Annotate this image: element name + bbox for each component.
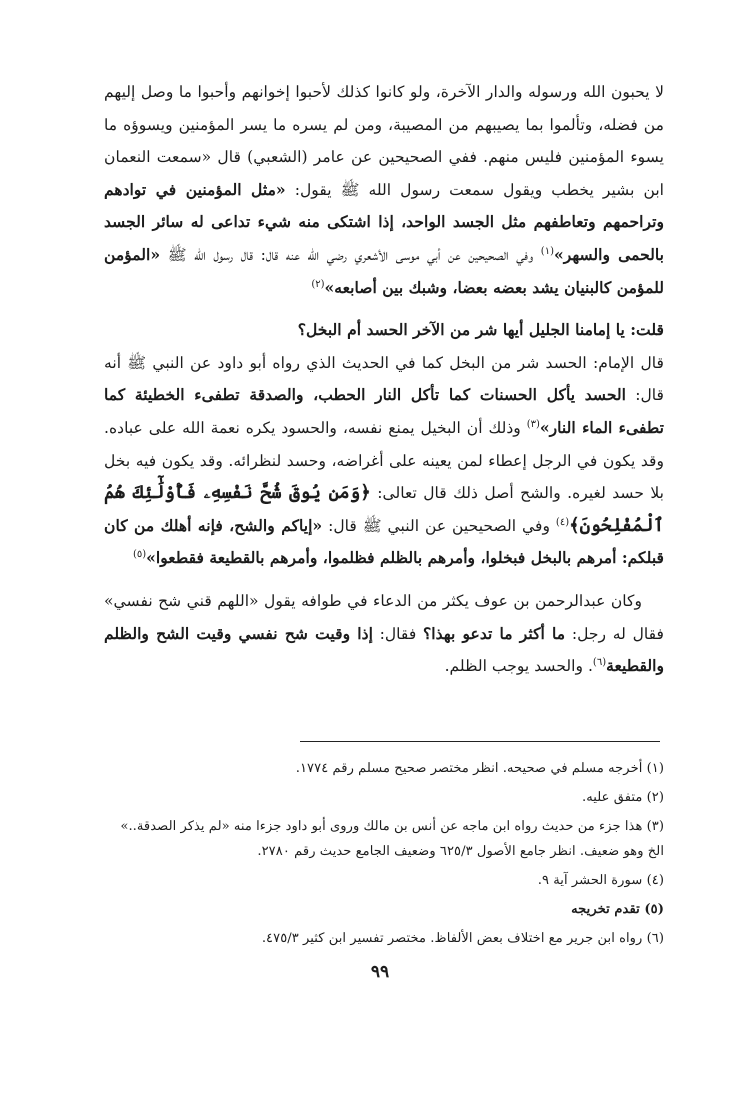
hadith-body-parts: «مثل المؤمنين في توادهم وتراحمهم وتعاطفهم مثل الجسد الواحد، إذا اشتكى منه شيء تداعى له سائر الجسد بالحمى والسهر» <box>104 179 664 264</box>
footnote-1: (١) أخرجه مسلم في صحيحه. انظر مختصر صحيح مسلم رقم ١٧٧٤. <box>295 761 664 776</box>
hadith-envy: الحسد يأكل الحسنات كما تأكل النار الحطب، والصدقة تطفىء الخطيئة كما تطفىء الماء النار» <box>104 385 664 437</box>
footnote-2: (٢) متفق عليه. <box>582 790 664 805</box>
footnote-ref-2[interactable]: (٢) <box>311 278 325 290</box>
footnotes <box>108 756 664 955</box>
footnote-ref-4[interactable]: (٤) <box>555 516 570 528</box>
footnote-ref-1[interactable]: (١) <box>540 245 554 257</box>
footnote-5: (٥) تقدم تخريجه <box>571 902 664 917</box>
quran-verse: ﴿وَمَن يُوقَ شُحَّ نَفْسِهِۦ فَأُوْلَٰٓئِكَ هُمُ ٱلْمُفْلِحُونَ﴾ <box>104 482 665 536</box>
footnote-3: (٣) هذا جزء من حديث رواه ابن ماجه عن أنس بن مالك وروى أبو داود جزءا منه «لم يذكر الصدقة..» الخ وهو ضعيف. انظر جامع الأصول ٦٢٥/٣ وضعيف الجامع حديث رقم ٢٧٨٠. <box>120 819 664 859</box>
question-heading: قلت: يا إمامنا الجليل أيها شر من الآخر الحسد أم البخل؟ <box>297 320 664 340</box>
page-number: ٩٩ <box>370 962 390 982</box>
footnote-ref-3[interactable]: (٣) <box>526 418 540 430</box>
footnote-ref-6[interactable]: (٦) <box>592 656 607 668</box>
hadith-stinginess: «إياكم والشح، فإنه أهلك من كان قبلكم: أمرهم بالبخل فبخلوا، وأمرهم بالظلم فظلموا، وأمرهم بالقطيعة فقطعوا» <box>104 515 664 568</box>
footnote-divider <box>300 741 660 742</box>
abdulrahman-answer: إذا وقيت شح نفسي وقيت الشح والظلم والقطيعة <box>104 623 664 676</box>
paragraph-3: وكان عبدالرحمن بن عوف يكثر من الدعاء في طوافه يقول «اللهم قني شح نفسي» فقال له رجل: ما أكثر ما تدعو بهذا؟ فقال: إذا وقيت شح نفسي وقيت الشح والظلم والقطيعة$^{(٦)}$. والحسد يوجب الظلم. <box>104 591 664 676</box>
man-question: ما أكثر ما تدعو بهذا؟ <box>422 623 566 643</box>
footnote-ref-5[interactable]: (٥) <box>132 549 147 561</box>
paragraph-2: قال الإمام: الحسد شر من البخل كما في الحديث الذي رواه أبو داود عن النبي ﷺ أنه قال: الحسد يأكل الحسنات كما تأكل النار الحطب، والصدقة تطفىء الخطيئة كما تطفىء الماء النار»$^{(٣)}$ وذلك أن البخيل يمنع نفسه، والحسود يكره نعمة الله على عباده. وقد يكون في الرجل إعطاء لمن يعينه على أغراضه، وحسد لنظرائه. وقد يكون فيه بخل بلا حسد لغيره. والشح أصل ذلك قال تعالى: ﴿وَمَن يُوقَ شُحَّ نَفْسِهِۦ فَأُوْلَٰٓئِكَ هُمُ ٱلْمُفْلِحُونَ﴾$^{(٤)}$ وفي الصحيحين عن النبي ﷺ قال: «إياكم والشح، فإنه أهلك من كان قبلكم: أمرهم بالبخل فبخلوا، وأمرهم بالظلم فظلموا، وأمرهم بالقطيعة فقطعوا»$^{(٥)}$ <box>104 353 665 568</box>
main-text <box>104 76 664 683</box>
footnote-6: (٦) رواه ابن جرير مع اختلاف بعض الألفاظ. مختصر تفسير ابن كثير ٤٧٥/٣. <box>261 931 664 946</box>
footnote-4: (٤) سورة الحشر آية ٩. <box>537 873 664 888</box>
hadith-building: «المؤمن للمؤمن كالبنيان يشد بعضه بعضا، وشبك بين أصابعه» <box>104 244 664 297</box>
paragraph-1: لا يحبون الله ورسوله والدار الآخرة، ولو كانوا كذلك لأحبوا إخوانهم وأحبوا ما وصل إليهم من فضله، وتألموا بما يصيبهم من المصيبة، ومن لم يسره ما يسر المؤمنين ويسوؤه ما يسوء المؤمنين فليس منهم. ففي الصحيحين عن عامر (الشعبي) قال «سمعت النعمان ابن بشير يخطب ويقول سمعت رسول الله ﷺ يقول: «مثل المؤمنين في توادهم وتراحمهم وتعاطفهم مثل الجسد الواحد، إذا اشتكى منه شيء تداعى له سائر الجسد بالحمى والسهر»$^{(١)}$ وفي الصحيحين عن أبي موسى الأشعري رضي الله عنه قال: قال رسول الله ﷺ «المؤمن للمؤمن كالبنيان يشد بعضه بعضا، وشبك بين أصابعه»$^{(٢)}$ <box>104 83 664 297</box>
